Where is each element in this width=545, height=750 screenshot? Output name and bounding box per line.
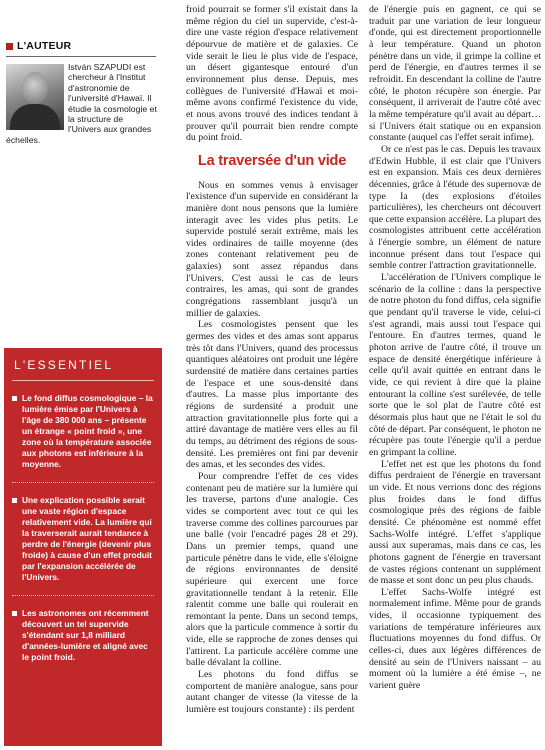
essentiel-item <box>12 608 154 663</box>
essentiel-title: L'ESSENTIEL <box>14 358 114 372</box>
author-bio-text: est chercheur à l'Institut d'astronomie de l'université d'Hawaï. Il étudie la cosmologie et la structure de l'Univers aux grandes échelles. <box>6 62 157 145</box>
article-paragraph: de l'énergie puis en gagnent, ce qui se traduit par une variation de leur longueur d'onde, qui est directement proportionnelle à leur température. Quand un photon pénètre dans un vide, il grimpe la colline et perd de l'énergie, en d'autres termes il se refroidit. En descendant la colline de l'autre côté, le photon récupère son énergie. Par conséquent, il arriverait de l'autre côté avec la même température qu'il avait au départ… si l'Univers était statique ou en expansion constante (auquel cas l'effet serait infime). <box>369 4 541 144</box>
article-paragraph: Les photons du fond diffus se comportent de manière analogue, sans pour autant changer de vitesse (la vitesse de la lumière est toujours constante) : ils perdent <box>186 669 358 716</box>
article-paragraph: L'effet Sachs-Wolfe intégré est normalement infime. Même pour de grands vides, il occasionne typiquement des variations de température inférieures aux fluctuations moyennes du fond diffus. Or celles-ci, dues aux légères différences de densité au sein de l'Univers naissant – au moment où la lumière a été émise –, ne varient guère <box>369 586 541 692</box>
essentiel-item <box>12 495 154 583</box>
section-subheading: La traversée d'un vide <box>197 152 347 169</box>
article-paragraph: Pour comprendre l'effet de ces vides contenant peu de matière sur la lumière qui les traverse, partons d'une analogie. Ces vides se comportent avec tout ce qui les traverse comme des collines parcourues par une balle (voir l'encadré pages 28 et 29). Dans un premier temps, quand une particule pénètre dans le vide, elle s'éloigne de régions environnantes de densité supérieure qui exercent une force gravitationnelle tendant à la retenir. Elle ralentit comme une balle qui roulerait en remontant la pente. Dans un second temps, alors que la particule commence à sortir du vide, elle se rapproche de zones denses qui l'attirent. La particule accélère comme une balle dévalant la colline. <box>186 470 358 669</box>
square-bullet-icon <box>12 611 17 616</box>
essentiel-separator <box>12 595 154 596</box>
author-photo-body <box>10 104 60 130</box>
article-paragraph: L'accélération de l'Univers complique le scénario de la colline : dans la perspective de notre photon du fond diffus, cela signifie que pendant qu'il traverse le vide, celui-ci s'est agrandi, mais aussi tout l'espace qui l'entoure. En d'autres termes, quand le photon arrive de l'autre côté, il trouve un espace de densité énergétique inférieure à celle qu'il avait quittée en entrant dans le vide, ce qui revient à dire que la plaine entourant la colline s'est surélevée, de telle sorte que le sol plat de l'autre côté est désormais plus haut que ne l'était le sol du côté de départ. Par conséquent, le photon ne récupère pas toute l'énergie qu'il a perdue en grimpant la colline. <box>369 272 541 458</box>
author-photo-head <box>22 72 48 104</box>
essentiel-item <box>12 393 154 470</box>
sidebar <box>0 0 168 750</box>
essentiel-item-text: Les astronomes ont récemment découvert un tel supervide s'étendant sur 1,8 milliard d'années-lumière et aligné avec le point froid. <box>22 608 149 662</box>
essentiel-box <box>4 348 162 746</box>
square-bullet-icon <box>6 43 13 50</box>
article-paragraph: Nous en sommes venus à envisager l'existence d'un supervide en considérant la manière dont nous pensons que la lumière interagit avec les vides plus petits. Le supervide postulé serait extrême, mais les vides ordinaires de taille moyenne (des zones contenant relativement peu de galaxies) sont assez répandus dans l'Univers. C'est aussi le cas de leurs contraires, les amas, qui sont de grandes congrégations rassemblant jusqu'à un millier de galaxies. <box>186 179 358 319</box>
essentiel-separator <box>12 482 154 483</box>
article-paragraph: froid pourrait se former s'il existait dans la même région du ciel un supervide, c'est-à-dire une vaste région d'espace relativement dépourvue de matière et de galaxies. Ce vide serait le lieu le plus vide de l'espace, un désert gigantesque entouré d'un environnement plus dense. Depuis, mes collègues de l'université d'Hawaï et moi-même avons confirmé l'existence du vide, et nous avons trouvé des indices tendant à prouver qu'il pourrait bien rendre compte du point froid. <box>186 4 358 144</box>
author-photo <box>6 64 64 130</box>
square-bullet-icon <box>12 498 17 503</box>
author-heading-label: L'AUTEUR <box>17 40 72 52</box>
square-bullet-icon <box>12 396 17 401</box>
essentiel-divider <box>12 380 154 381</box>
article-paragraph: L'effet net est que les photons du fond diffus perdraient de l'énergie en traversant un vide. Et nous verrions donc des régions plus froides dans le fond diffus cosmologique près des régions de faible densité. Ce phénomène est nommé effet Sachs-Wolfe intégré. L'effet s'applique aussi aux superamas, mais dans ce cas, les photons gagnent de l'énergie en traversant de vastes régions contenant un supplément de masse et sont donc un peu plus chauds. <box>369 458 541 587</box>
author-divider <box>6 56 156 57</box>
author-heading <box>6 36 156 56</box>
essentiel-item-text: Une explication possible serait une vaste région d'espace relativement vide. La lumière qui la traverserait aurait tendance à perdre de l'énergie (devenir plus froide) à cause d'un effet produit par l'expansion accélérée de l'Univers. <box>22 495 152 582</box>
article-column-2 <box>369 4 541 692</box>
essentiel-item-text: Le fond diffus cosmologique – la lumière émise par l'Univers à l'âge de 380 000 ans – présente un étrange « point froid », une zone où la température associée aux photons est inférieure à la moyenne. <box>22 393 153 469</box>
article-column-1 <box>186 4 358 716</box>
author-name: István SZAPUDI <box>68 62 132 72</box>
article-paragraph: Les cosmologistes pensent que les germes des vides et des amas sont apparus très tôt dans l'Univers, quand des processus quantiques aléatoires ont produit une légère surdensité de matière dans certaines parties de l'espace et une sous-densité dans d'autres. La masse plus importante des régions de surdensité a produit une attraction gravitationnelle plus forte qui a attiré davantage de matière vers elles au fil du temps, au détriment des régions de sous-densité. Les premières ont fini par devenir des amas, et les secondes des vides. <box>186 319 358 471</box>
article-paragraph: Or ce n'est pas le cas. Depuis les travaux d'Edwin Hubble, il est clair que l'Univers est en expansion. Mais ces deux dernières décennies, grâce à l'étude des supernovæ de type Ia (des explosions d'étoiles particulières), les chercheurs ont découvert que cette expansion accélère. La plupart des cosmologistes attribuent cette accélération à l'énergie sombre, un élément de nature inconnue présent dans tout l'espace qui semble contrer l'attraction gravitationnelle. <box>369 143 541 272</box>
